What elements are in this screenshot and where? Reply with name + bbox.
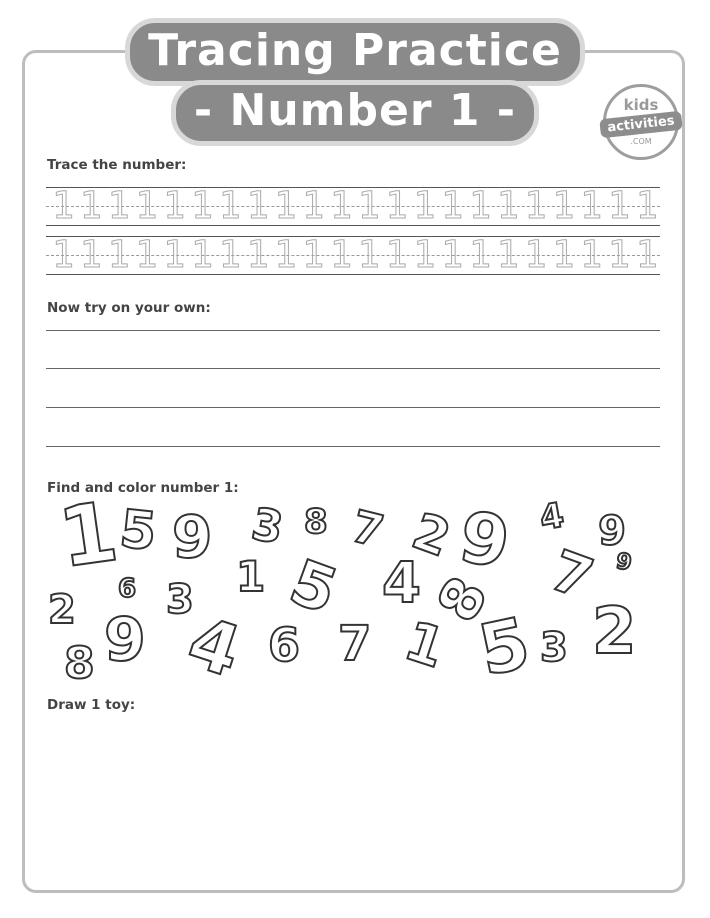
trace-digit[interactable]: 1	[51, 233, 75, 276]
trace-digit[interactable]: 1	[357, 184, 380, 227]
trace-digit[interactable]: 1	[135, 233, 158, 276]
title-line-1: Tracing Practice	[125, 18, 585, 86]
trace-digit[interactable]: 1	[580, 233, 603, 276]
trace-digit[interactable]: 1	[135, 184, 158, 227]
find-number-2[interactable]: 2	[48, 587, 76, 633]
trace-digit[interactable]: 1	[607, 233, 631, 276]
trace-digit[interactable]: 1	[496, 184, 519, 227]
logo-com: .COM	[630, 137, 652, 146]
find-number-4[interactable]: 4	[178, 600, 251, 694]
trace-digit[interactable]: 1	[274, 233, 297, 276]
trace-digit[interactable]: 1	[580, 184, 603, 227]
find-number-8[interactable]: 8	[425, 566, 501, 633]
find-number-7[interactable]: 7	[346, 501, 389, 558]
trace-digit[interactable]: 1	[385, 184, 408, 227]
find-number-3[interactable]: 3	[540, 625, 568, 671]
trace-digit[interactable]: 1	[107, 233, 130, 276]
find-number-3[interactable]: 3	[166, 577, 194, 623]
trace-digit[interactable]: 1	[246, 233, 269, 276]
trace-digit[interactable]: 1	[302, 233, 325, 276]
trace-digit[interactable]: 1	[218, 233, 241, 276]
trace-digit[interactable]: 1	[441, 233, 464, 276]
find-number-3[interactable]: 3	[247, 498, 287, 555]
trace-digit[interactable]: 1	[190, 233, 214, 276]
trace-digit[interactable]: 1	[468, 184, 492, 227]
find-number-6[interactable]: 6	[598, 505, 626, 551]
find-section-label: Find and color number 1:	[47, 480, 239, 496]
drawing-area[interactable]	[46, 720, 660, 880]
trace-digit[interactable]: 1	[79, 233, 102, 276]
trace-digits-row-2	[50, 235, 660, 275]
trace-digit[interactable]: 1	[329, 184, 353, 227]
trace-digit[interactable]: 1	[607, 184, 631, 227]
trace-digit[interactable]: 1	[524, 233, 547, 276]
find-number-8[interactable]: 8	[304, 502, 328, 542]
trace-digit[interactable]: 1	[190, 184, 214, 227]
writing-line[interactable]	[46, 330, 660, 331]
find-number-5[interactable]: 5	[116, 499, 160, 563]
trace-digit[interactable]: 1	[441, 184, 464, 227]
find-number-4[interactable]: 4	[536, 495, 567, 539]
find-number-7[interactable]: 7	[338, 616, 372, 672]
find-number-6[interactable]: 6	[118, 574, 137, 604]
find-number-1[interactable]: 1	[236, 552, 266, 601]
trace-digit[interactable]: 1	[107, 184, 130, 227]
find-number-8[interactable]: 8	[64, 638, 95, 689]
find-number-7[interactable]: 7	[542, 538, 602, 613]
find-number-9[interactable]: 9	[172, 503, 213, 571]
find-number-4[interactable]: 4	[382, 551, 421, 616]
find-number-6[interactable]: 6	[268, 618, 301, 672]
find-number-9[interactable]: 9	[453, 495, 516, 585]
own-section-label: Now try on your own:	[47, 300, 211, 316]
trace-digit[interactable]: 1	[51, 184, 75, 227]
draw-section-label: Draw 1 toy:	[47, 697, 136, 713]
find-number-2[interactable]: 2	[405, 501, 458, 569]
kids-activities-logo	[603, 84, 679, 160]
title-line-2: - Number 1 -	[171, 80, 539, 146]
trace-digit[interactable]: 1	[302, 184, 325, 227]
trace-digit[interactable]: 1	[552, 233, 575, 276]
trace-digit[interactable]: 1	[524, 184, 547, 227]
trace-digit[interactable]: 1	[274, 184, 297, 227]
trace-row-1	[46, 184, 660, 227]
writing-line[interactable]	[46, 407, 660, 408]
trace-digit[interactable]: 1	[163, 184, 186, 227]
logo-activities: activities	[599, 111, 683, 138]
trace-digit[interactable]: 1	[79, 184, 102, 227]
trace-section-label: Trace the number:	[47, 157, 187, 173]
logo-kids: kids	[623, 96, 659, 114]
trace-row-2	[46, 233, 660, 276]
find-number-2[interactable]: 2	[592, 595, 637, 669]
trace-digit[interactable]: 1	[413, 233, 436, 276]
find-number-9[interactable]: 9	[104, 605, 146, 675]
trace-digit[interactable]: 1	[635, 233, 658, 276]
trace-digit[interactable]: 1	[552, 184, 575, 227]
find-number-9[interactable]: 9	[614, 548, 634, 577]
trace-digit[interactable]: 1	[246, 184, 269, 227]
trace-digit[interactable]: 1	[357, 233, 380, 276]
trace-digit[interactable]: 1	[413, 184, 436, 227]
writing-line[interactable]	[46, 446, 660, 447]
find-number-5[interactable]: 5	[280, 544, 347, 629]
writing-line[interactable]	[46, 368, 660, 369]
trace-digit[interactable]: 1	[163, 233, 186, 276]
find-number-1[interactable]: 1	[397, 608, 453, 681]
trace-digit[interactable]: 1	[218, 184, 241, 227]
trace-digit[interactable]: 1	[329, 233, 353, 276]
trace-digits-row-1	[50, 186, 660, 226]
trace-digit[interactable]: 1	[635, 184, 658, 227]
trace-digit[interactable]: 1	[468, 233, 492, 276]
find-number-1[interactable]: 1	[53, 484, 124, 587]
trace-digit[interactable]: 1	[385, 233, 408, 276]
find-number-5[interactable]: 5	[472, 601, 537, 693]
trace-digit[interactable]: 1	[496, 233, 519, 276]
